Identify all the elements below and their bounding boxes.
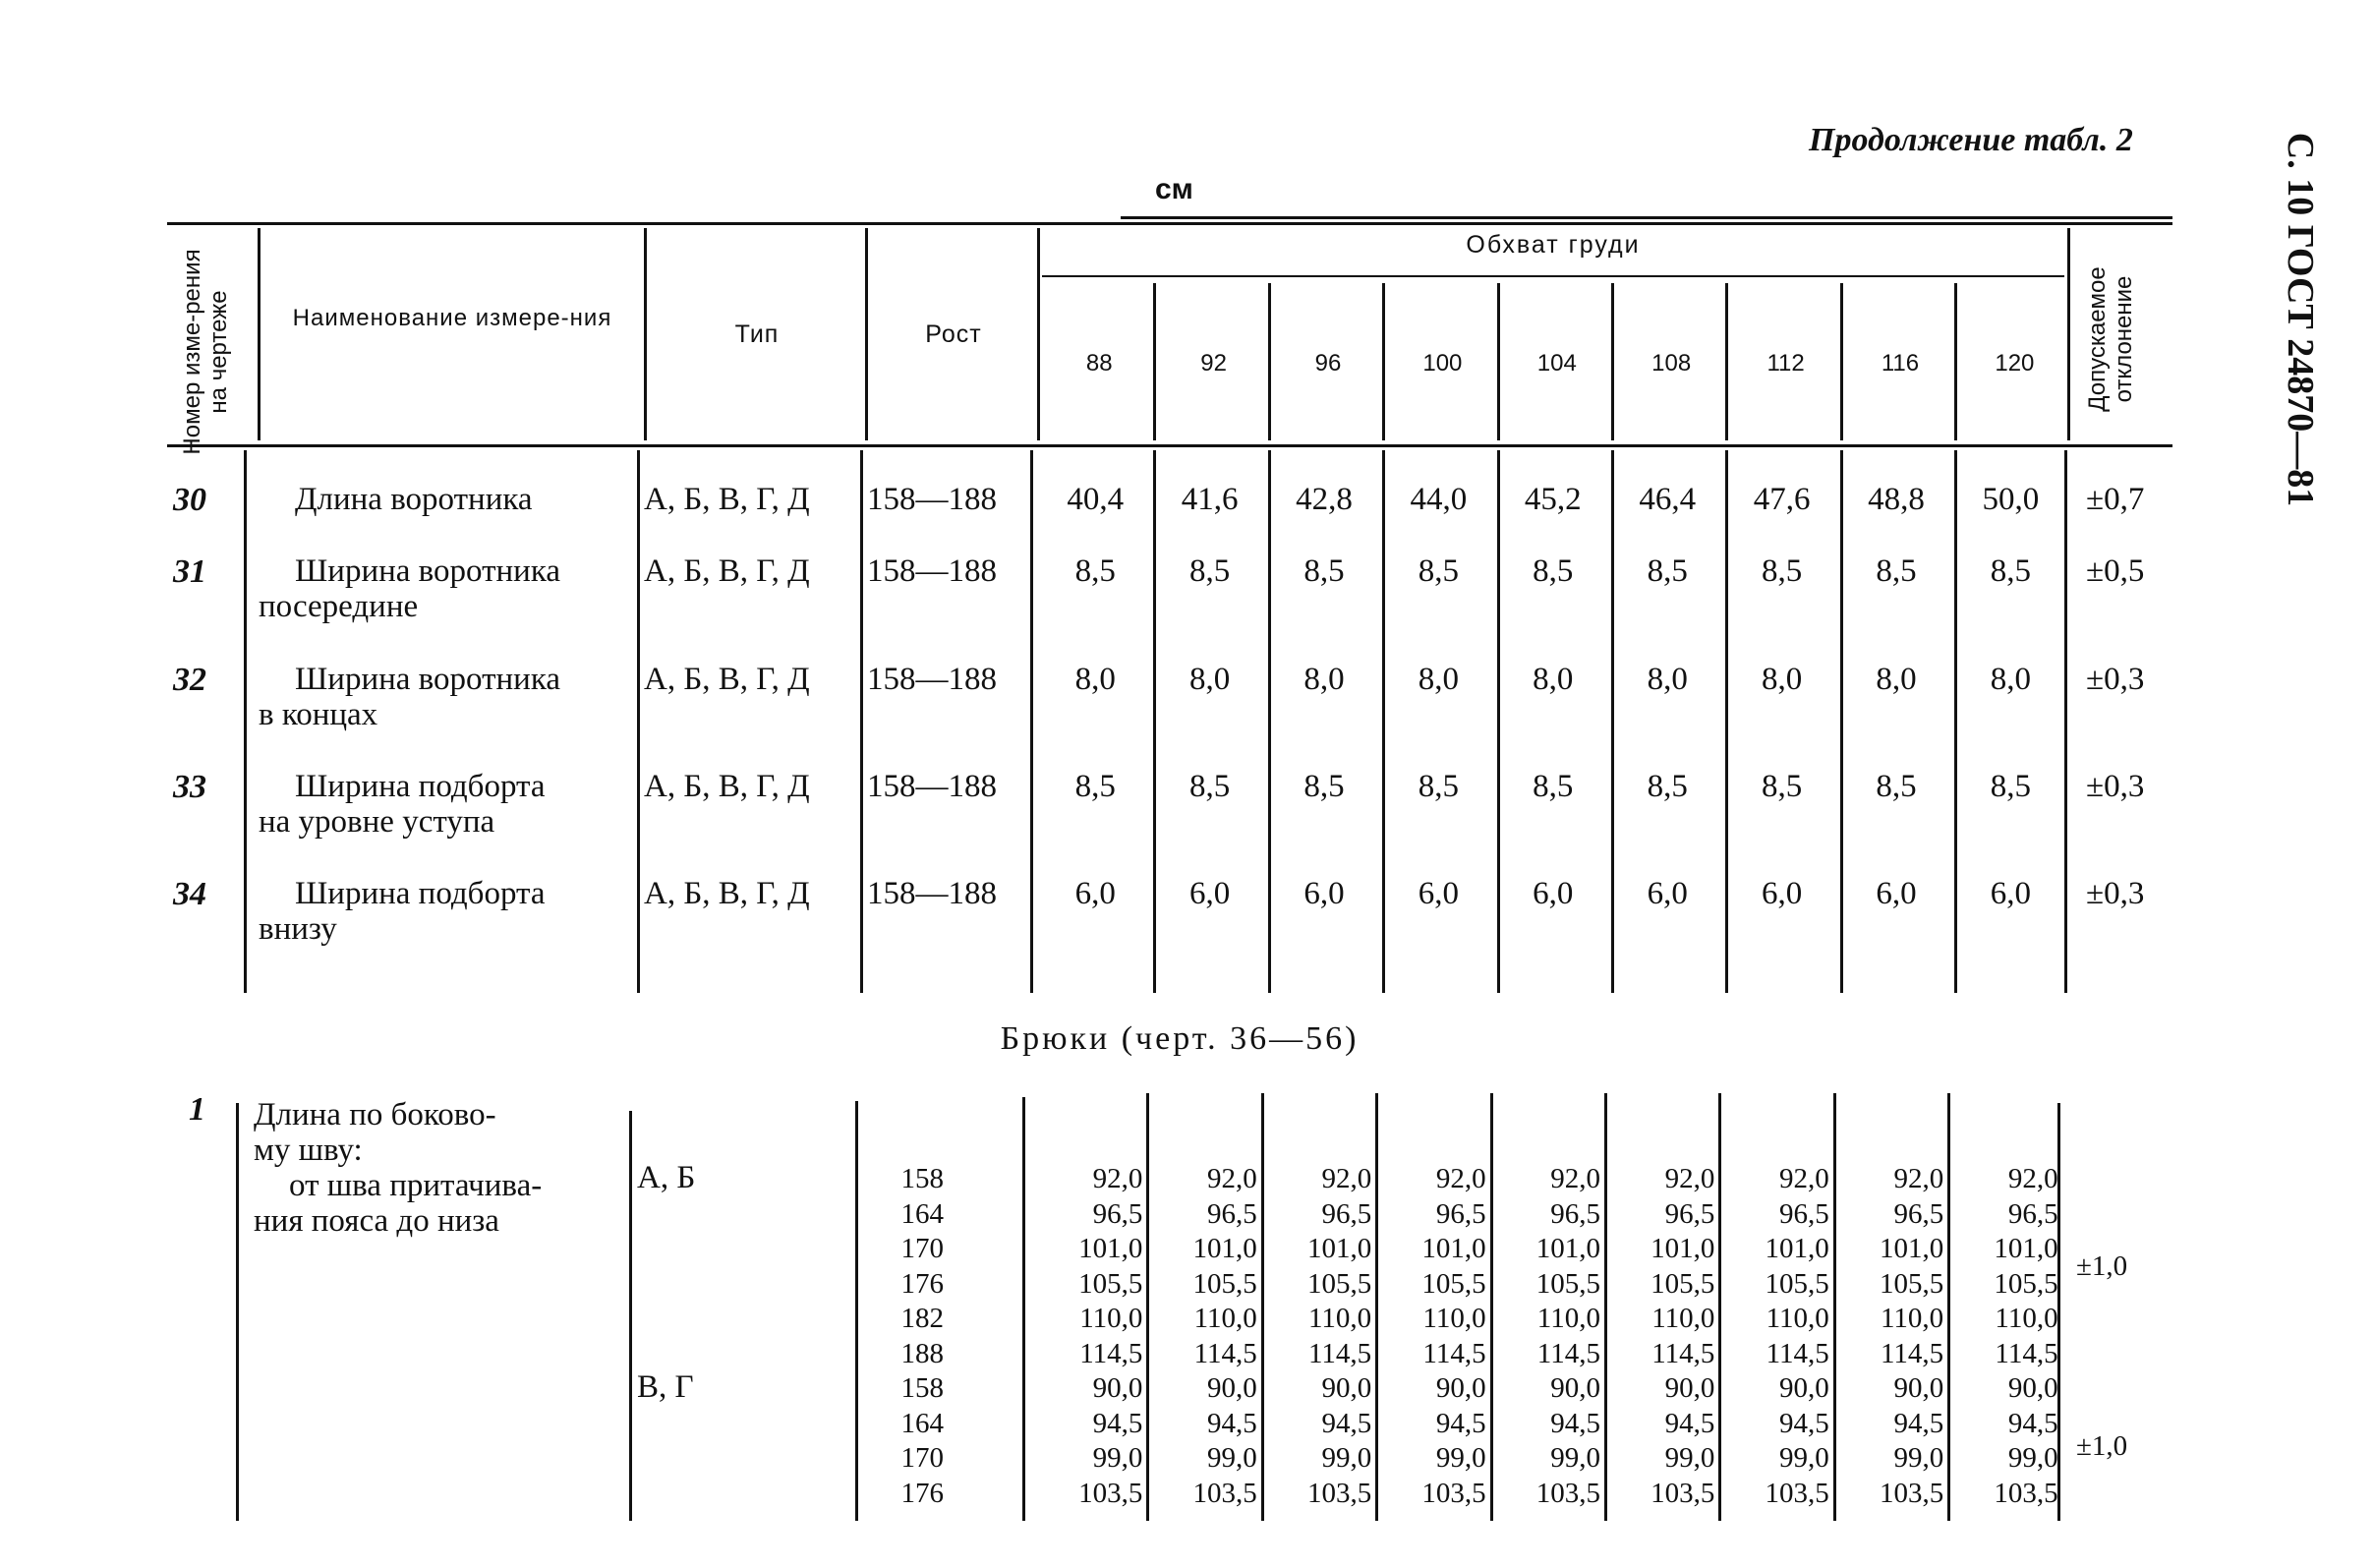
value-cell: 6,0 [1647,876,1688,911]
body-divider [637,450,640,993]
measurement-name-cont: посередине [259,589,419,624]
value-cell: 99,0 [1321,1442,1372,1474]
value-cell: 94,5 [1893,1407,1944,1439]
value-cell: 8,5 [1188,553,1231,589]
header-divider [1840,283,1843,440]
section-divider [1947,1093,1950,1521]
value-cell: 8,0 [1647,662,1688,697]
section-divider [1490,1093,1493,1521]
measurement-name: Ширина подборта [295,769,546,804]
body-divider [1268,450,1271,993]
value-cell: 105,5 [1994,1267,2058,1300]
value-cell: 114,5 [1079,1337,1143,1369]
body-divider [1611,450,1614,993]
value-cell: 8,0 [1418,662,1459,697]
value-cell: 8,0 [1188,662,1231,697]
header-divider [1954,283,1957,440]
value-cell: 101,0 [1192,1233,1257,1264]
value-cell: 101,0 [1650,1233,1715,1264]
measurement-name: Длина воротника [295,482,533,517]
value-cell: 99,0 [1550,1442,1600,1474]
value-cell: 8,0 [1761,662,1803,697]
value-cell: 94,5 [1321,1407,1372,1439]
chest-group-rule [1042,275,2064,277]
value-cell: 103,5 [1765,1477,1829,1509]
tolerance-cell: ±1,0 [2076,1249,2128,1282]
body-divider [2064,450,2067,993]
value-cell: 103,5 [1650,1477,1715,1509]
chest-size-header: 92 [1200,350,1227,377]
value-cell: 105,5 [1078,1267,1143,1300]
column-chest-header: Обхват груди [1466,231,1641,259]
value-cell: 114,5 [1193,1337,1257,1369]
value-cell: 99,0 [1779,1442,1829,1474]
value-cell: 96,5 [1435,1197,1486,1230]
value-cell: 99,0 [1664,1442,1715,1474]
chest-size-header: 112 [1766,350,1805,377]
value-cell: 6,0 [1188,876,1231,911]
value-cell: 8,5 [1647,553,1688,589]
value-cell: 8,0 [1074,662,1116,697]
value-cell: 90,0 [1550,1372,1600,1404]
value-cell: 8,5 [1990,553,2031,589]
value-cell: 110,0 [1422,1303,1486,1334]
measurement-name-cont: внизу [259,911,337,947]
height-cell: 164 [900,1197,944,1230]
body-divider [860,450,863,993]
row-number: 32 [173,662,206,698]
value-cell: 94,5 [1664,1407,1715,1439]
unit-label: см [1155,173,1193,205]
chest-size-header: 88 [1085,350,1113,377]
value-cell: 105,5 [1421,1267,1486,1300]
measurement-name-cont: в концах [259,697,378,732]
header-divider [1611,283,1614,440]
row-number: 30 [173,482,206,518]
measurement-name: Ширина подборта [295,876,546,911]
height-cell: 176 [900,1477,944,1509]
value-cell: 47,6 [1753,482,1811,517]
height-cell: 158—188 [867,876,997,911]
type-cell: А, Б [637,1160,696,1195]
height-cell: 158—188 [867,553,997,589]
row-number: 31 [173,553,206,590]
value-cell: 96,5 [1321,1197,1372,1230]
value-cell: 99,0 [1092,1442,1143,1474]
header-divider [865,228,868,440]
value-cell: 8,5 [1533,553,1574,589]
header-divider [1725,283,1728,440]
value-cell: 90,0 [1893,1372,1944,1404]
value-cell: 8,5 [1990,769,2031,804]
value-cell: 103,5 [1535,1477,1600,1509]
chest-size-header: 104 [1536,350,1577,377]
section-title: Брюки (черт. 36—56) [1000,1020,1360,1057]
value-cell: 96,5 [1207,1197,1257,1230]
measurement-name-line: от шва притачива- [289,1168,543,1203]
value-cell: 92,0 [2007,1163,2058,1194]
value-cell: 6,0 [1761,876,1803,911]
value-cell: 6,0 [1876,876,1917,911]
type-cell: А, Б, В, Г, Д [644,769,810,804]
value-cell: 6,0 [1533,876,1574,911]
value-cell: 103,5 [1192,1477,1257,1509]
value-cell: 92,0 [1321,1163,1372,1194]
section-divider [1718,1093,1721,1521]
height-cell: 182 [900,1303,944,1334]
value-cell: 90,0 [1092,1372,1143,1404]
section-divider [236,1103,239,1521]
value-cell: 94,5 [1550,1407,1600,1439]
value-cell: 8,5 [1303,769,1345,804]
body-divider [1497,450,1500,993]
measurement-name: Ширина воротника [295,662,561,697]
value-cell: 92,0 [1550,1163,1600,1194]
value-cell: 8,5 [1418,769,1459,804]
chest-size-header: 116 [1881,350,1920,377]
measurement-name-line: Длина по боково- [254,1097,496,1132]
height-cell: 176 [900,1267,944,1300]
tolerance-cell: ±0,3 [2086,876,2145,911]
value-cell: 101,0 [1306,1233,1372,1264]
value-cell: 90,0 [1321,1372,1372,1404]
chest-size-header: 108 [1651,350,1692,377]
value-cell: 94,5 [1207,1407,1257,1439]
value-cell: 105,5 [1765,1267,1829,1300]
type-cell: А, Б, В, Г, Д [644,553,810,589]
value-cell: 8,5 [1533,769,1574,804]
section-divider [1604,1093,1607,1521]
body-divider [1382,450,1385,993]
type-cell: А, Б, В, Г, Д [644,876,810,911]
value-cell: 40,4 [1067,482,1125,517]
tolerance-cell: ±0,3 [2086,662,2145,697]
standard-label: С. 10 ГОСТ 24870—81 [2280,132,2321,507]
height-cell: 158—188 [867,769,997,804]
chest-size-header: 100 [1422,350,1463,377]
value-cell: 103,5 [1879,1477,1944,1509]
value-cell: 8,5 [1074,769,1116,804]
value-cell: 103,5 [1994,1477,2058,1509]
value-cell: 92,0 [1092,1163,1143,1194]
value-cell: 8,0 [1876,662,1917,697]
unit-rule [1121,216,2172,219]
value-cell: 45,2 [1524,482,1582,517]
type-cell: А, Б, В, Г, Д [644,662,810,697]
height-cell: 158 [900,1163,944,1194]
tolerance-cell: ±0,3 [2086,769,2145,804]
value-cell: 110,0 [1193,1303,1257,1334]
value-cell: 8,0 [1533,662,1574,697]
header-divider [1037,228,1040,440]
value-cell: 114,5 [1651,1337,1715,1369]
value-cell: 114,5 [1995,1337,2058,1369]
measurement-name-cont: на уровне уступа [259,804,495,840]
value-cell: 99,0 [1893,1442,1944,1474]
value-cell: 101,0 [1535,1233,1600,1264]
section-divider [1375,1093,1378,1521]
value-cell: 90,0 [1435,1372,1486,1404]
value-cell: 110,0 [1881,1303,1944,1334]
value-cell: 96,5 [2007,1197,2058,1230]
value-cell: 8,0 [1303,662,1345,697]
value-cell: 99,0 [1435,1442,1486,1474]
value-cell: 90,0 [2007,1372,2058,1404]
value-cell: 96,5 [1092,1197,1143,1230]
value-cell: 8,5 [1647,769,1688,804]
value-cell: 96,5 [1893,1197,1944,1230]
value-cell: 90,0 [1779,1372,1829,1404]
height-cell: 158—188 [867,662,997,697]
value-cell: 101,0 [1421,1233,1486,1264]
continuation-label: Продолжение табл. 2 [1809,122,2133,158]
value-cell: 6,0 [1990,876,2031,911]
section-divider [1146,1093,1149,1521]
column-tolerance-header: Допускаемое отклонение [2084,266,2137,412]
height-cell: 164 [900,1407,944,1439]
value-cell: 114,5 [1881,1337,1944,1369]
value-cell: 8,5 [1761,553,1803,589]
measurement-name-line: му шву: [254,1132,363,1168]
height-cell: 158—188 [867,482,997,517]
measurement-name: Ширина воротника [295,553,561,589]
value-cell: 44,0 [1410,482,1468,517]
value-cell: 90,0 [1664,1372,1715,1404]
value-cell: 94,5 [1092,1407,1143,1439]
type-cell: В, Г [637,1369,694,1405]
value-cell: 101,0 [1078,1233,1143,1264]
value-cell: 101,0 [1879,1233,1944,1264]
value-cell: 8,5 [1761,769,1803,804]
height-cell: 188 [900,1337,944,1369]
value-cell: 114,5 [1536,1337,1600,1369]
value-cell: 114,5 [1766,1337,1829,1369]
body-divider [1030,450,1033,993]
section-divider [855,1101,858,1521]
header-bottom-rule [167,444,2172,447]
column-height-header: Рост [925,320,982,348]
value-cell: 92,0 [1435,1163,1486,1194]
column-type-header: Тип [734,320,780,348]
value-cell: 41,6 [1181,482,1239,517]
header-divider [1153,283,1156,440]
value-cell: 99,0 [2007,1442,2058,1474]
section-divider [629,1111,632,1521]
tolerance-cell: ±1,0 [2076,1430,2128,1463]
measurement-name [254,1097,608,1239]
header-divider [1268,283,1271,440]
chest-size-header: 120 [1995,350,2035,377]
value-cell: 103,5 [1306,1477,1372,1509]
chest-size-header: 96 [1314,350,1342,377]
body-divider [1954,450,1957,993]
value-cell: 110,0 [1308,1303,1372,1334]
value-cell: 105,5 [1192,1267,1257,1300]
value-cell: 92,0 [1207,1163,1257,1194]
height-cell: 158 [900,1372,944,1404]
header-top-rule [167,222,2172,225]
value-cell: 110,0 [1536,1303,1600,1334]
tolerance-cell: ±0,7 [2086,482,2145,517]
body-divider [1153,450,1156,993]
height-cell: 170 [900,1442,944,1474]
value-cell: 101,0 [1994,1233,2058,1264]
value-cell: 50,0 [1982,482,2040,517]
value-cell: 110,0 [1651,1303,1715,1334]
value-cell: 96,5 [1664,1197,1715,1230]
value-cell: 46,4 [1639,482,1697,517]
value-cell: 6,0 [1418,876,1459,911]
value-cell: 105,5 [1306,1267,1372,1300]
value-cell: 92,0 [1664,1163,1715,1194]
value-cell: 94,5 [2007,1407,2058,1439]
header-divider [2067,228,2070,440]
value-cell: 94,5 [1435,1407,1486,1439]
value-cell: 114,5 [1308,1337,1372,1369]
value-cell: 92,0 [1893,1163,1944,1194]
body-divider [1840,450,1843,993]
value-cell: 101,0 [1765,1233,1829,1264]
section-divider [1833,1093,1836,1521]
header-divider [644,228,647,440]
type-cell: А, Б, В, Г, Д [644,482,810,517]
value-cell: 103,5 [1078,1477,1143,1509]
value-cell: 42,8 [1296,482,1353,517]
value-cell: 96,5 [1779,1197,1829,1230]
value-cell: 8,5 [1876,553,1917,589]
value-cell: 8,5 [1188,769,1231,804]
value-cell: 8,5 [1074,553,1116,589]
row-number: 34 [173,876,206,912]
value-cell: 6,0 [1303,876,1345,911]
height-cell: 170 [900,1233,944,1264]
column-number-header: Номер изме-рения на чертеже [179,249,232,455]
value-cell: 114,5 [1422,1337,1486,1369]
value-cell: 103,5 [1421,1477,1486,1509]
header-divider [1497,283,1500,440]
measurement-name-line: ния пояса до низа [254,1203,499,1239]
value-cell: 48,8 [1868,482,1925,517]
value-cell: 99,0 [1207,1442,1257,1474]
value-cell: 110,0 [1079,1303,1143,1334]
value-cell: 94,5 [1779,1407,1829,1439]
value-cell: 6,0 [1074,876,1116,911]
column-name-header: Наименование измере-ния [292,305,612,331]
header-divider [1382,283,1385,440]
value-cell: 90,0 [1207,1372,1257,1404]
section-divider [1261,1093,1264,1521]
value-cell: 8,5 [1303,553,1345,589]
value-cell: 8,5 [1876,769,1917,804]
value-cell: 92,0 [1779,1163,1829,1194]
row-number: 1 [189,1091,205,1128]
value-cell: 96,5 [1550,1197,1600,1230]
value-cell: 110,0 [1995,1303,2058,1334]
row-number: 33 [173,769,206,805]
value-cell: 8,0 [1990,662,2031,697]
value-cell: 105,5 [1650,1267,1715,1300]
value-cell: 105,5 [1535,1267,1600,1300]
tolerance-cell: ±0,5 [2086,553,2145,589]
section-divider [1022,1097,1025,1521]
header-divider [258,228,261,440]
body-divider [244,450,247,993]
value-cell: 8,5 [1418,553,1459,589]
value-cell: 110,0 [1766,1303,1829,1334]
body-divider [1725,450,1728,993]
value-cell: 105,5 [1879,1267,1944,1300]
